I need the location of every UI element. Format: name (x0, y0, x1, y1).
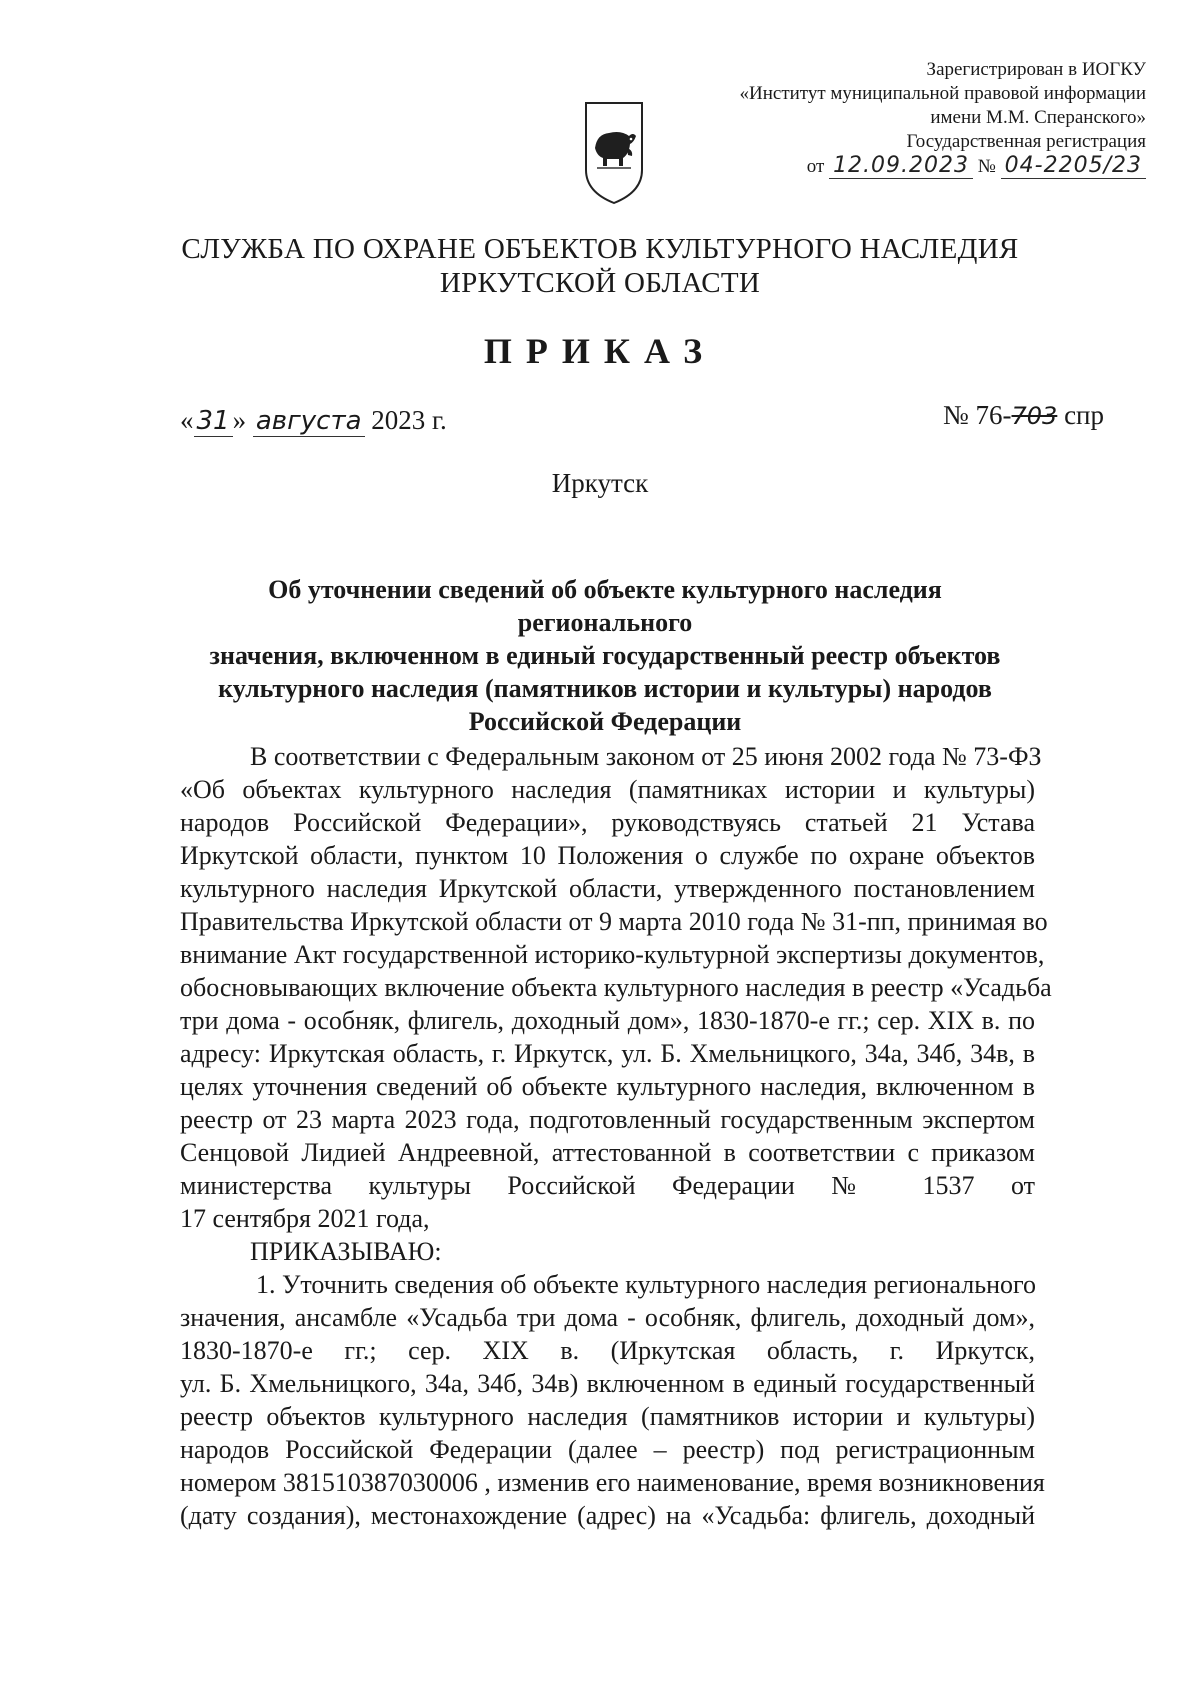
body-line: обосновывающих включение объекта культурного наследия в реестр «Усадьба (180, 973, 1052, 1002)
date-close-quote: » (232, 405, 247, 435)
order-body (180, 740, 1052, 1532)
body-line: В соответствии с Федеральным законом от 25 июня 2002 года № 73-ФЗ (250, 742, 1042, 771)
order-number-prefix: № 76- (942, 400, 1012, 430)
body-line: ул. Б. Хмельницкого, 34а, 34б, 34в) включенном в единый государственный (180, 1369, 1035, 1398)
subject-line-2: значения, включенном в единый государственный реестр объектов (209, 641, 1001, 670)
order-date (180, 405, 447, 436)
registration-line-4: Государственная регистрация (906, 131, 1146, 152)
body-line: 1830-1870-е гг.; сер. XIX в. (Иркутская область, г. Иркутск, (180, 1336, 1035, 1365)
date-open-quote: « (180, 405, 194, 435)
body-line: адресу: Иркутская область, г. Иркутск, ул. Б. Хмельницкого, 34а, 34б, 34в, в (180, 1039, 1035, 1068)
body-line: реестр от 23 марта 2023 года, подготовленный государственным экспертом (180, 1105, 1035, 1134)
body-line: реестр объектов культурного наследия (памятников истории и культуры) (180, 1402, 1035, 1431)
registration-line-2: «Институт муниципальной правовой информации (739, 83, 1146, 104)
registration-date: 12.09.2023 (829, 154, 973, 179)
order-number-suffix: спр (1057, 400, 1104, 430)
subject-line-1: Об уточнении сведений об объекте культурного наследия регионального (268, 575, 942, 637)
order-number-handwritten: 703 (1011, 402, 1058, 430)
body-line: 17 сентября 2021 года, (180, 1204, 430, 1233)
body-line: культурного наследия Иркутской области, утвержденного постановлением (180, 874, 1035, 903)
agency-line-1: СЛУЖБА ПО ОХРАНЕ ОБЪЕКТОВ КУЛЬТУРНОГО НАСЛЕДИЯ (181, 233, 1019, 265)
body-line: номером 381510387030006 , изменив его наименование, время возникновения (180, 1468, 1045, 1497)
registration-line-3: имени М.М. Сперанского» (930, 107, 1146, 128)
body-line: народов Российской Федерации», руководствуясь статьей 21 Устава (180, 808, 1035, 837)
agency-name (0, 232, 1200, 300)
registration-number-line (676, 154, 1146, 179)
body-line: (дату создания), местонахождение (адрес) на «Усадьба: флигель, доходный (180, 1501, 1035, 1530)
body-line: народов Российской Федерации (далее – реестр) под регистрационным (180, 1435, 1035, 1464)
body-line: Правительства Иркутской области от 9 марта 2010 года № 31-пп, принимая во (180, 907, 1048, 936)
order-subject (180, 573, 1030, 738)
registration-stamp (676, 58, 1146, 179)
body-line: 1. Уточнить сведения об объекте культурного наследия регионального (256, 1270, 1037, 1299)
coat-of-arms-icon (583, 100, 645, 206)
registration-line-1: Зарегистрирован в ИОГКУ (926, 59, 1146, 80)
registration-number: 04-2205/23 (1001, 154, 1146, 179)
body-line: внимание Акт государственной историко-культурной экспертизы документов, (180, 940, 1045, 969)
subject-line-3: культурного наследия (памятников истории и культуры) народов (218, 674, 992, 703)
body-line: министерства культуры Российской Федерации № 1537 от (180, 1171, 1035, 1200)
date-year: 2023 г. (371, 405, 447, 435)
registration-from-label: от (806, 156, 825, 177)
body-line: значения, ансамбле «Усадьба три дома - особняк, флигель, доходный дом», (180, 1303, 1035, 1332)
body-line: «Об объектах культурного наследия (памятниках истории и культуры) (180, 775, 1035, 804)
city: Иркутск (551, 468, 649, 498)
subject-line-4: Российской Федерации (468, 707, 742, 736)
order-directive: ПРИКАЗЫВАЮ: (250, 1237, 442, 1266)
date-day: 31 (194, 406, 233, 437)
body-line: Иркутской области, пунктом 10 Положения о службе по охране объектов (180, 841, 1035, 870)
document-title: ПРИКАЗ (483, 331, 717, 371)
registration-number-label: № (977, 156, 996, 177)
body-line: три дома - особняк, флигель, доходный дом», 1830-1870-е гг.; сер. XIX в. по (180, 1006, 1035, 1035)
body-line: целях уточнения сведений об объекте культурного наследия, включенном в (180, 1072, 1035, 1101)
order-number (943, 400, 1104, 431)
agency-line-2: ИРКУТСКОЙ ОБЛАСТИ (439, 267, 761, 299)
date-month: августа (253, 406, 365, 437)
body-line: Сенцовой Лидией Андреевной, аттестованной в соответствии с приказом (180, 1138, 1035, 1167)
